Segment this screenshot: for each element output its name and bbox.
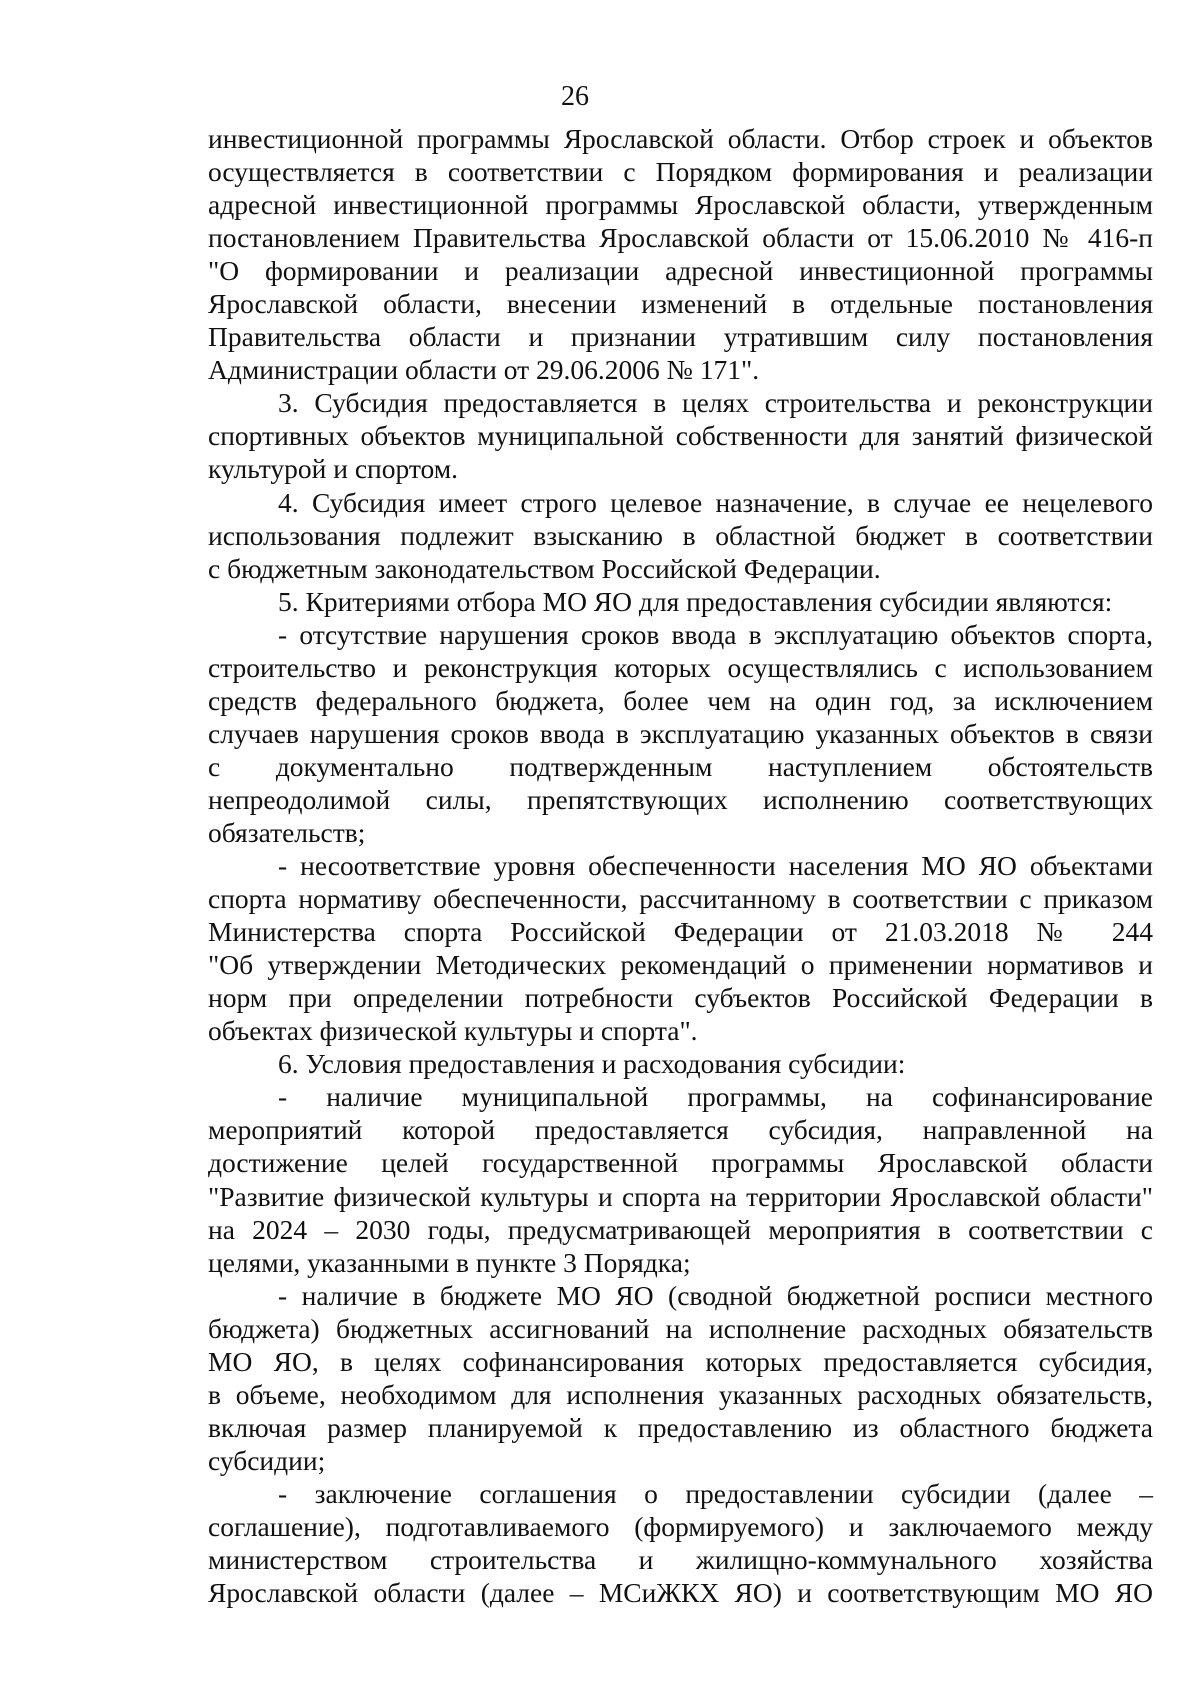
text-line: бюджета) бюджетных ассигнований на исполнение расходных обязательств bbox=[208, 1312, 1153, 1344]
text-line: 6. Условия предоставления и расходования субсидии: bbox=[278, 1048, 906, 1080]
text-line: средств федерального бюджета, более чем на один год, за исключением bbox=[208, 684, 1153, 716]
document-body bbox=[208, 122, 1153, 1609]
text-line: объектах физической культуры и спорта". bbox=[208, 1015, 698, 1047]
text-line: 5. Критериями отбора МО ЯО для предоставления субсидии являются: bbox=[278, 585, 1113, 617]
text-line: норм при определении потребности субъектов Российской Федерации в bbox=[208, 982, 1153, 1014]
text-line: постановлением Правительства Ярославской области от 15.06.2010 № 416-п bbox=[208, 222, 1153, 254]
text-line: использования подлежит взысканию в областной бюджет в соответствии bbox=[208, 519, 1153, 551]
text-line: Ярославской области (далее – МСиЖКХ ЯО) и соответствующим МО ЯО bbox=[208, 1577, 1153, 1609]
text-line: Администрации области от 29.06.2006 № 171". bbox=[208, 354, 760, 386]
text-line: строительство и реконструкция которых осуществлялись с использованием bbox=[208, 651, 1153, 683]
text-line: - несоответствие уровня обеспеченности населения МО ЯО объектами bbox=[278, 850, 1153, 882]
text-line: министерством строительства и жилищно-коммунального хозяйства bbox=[208, 1544, 1153, 1576]
text-line: с документально подтвержденным наступлением обстоятельств bbox=[208, 750, 1153, 782]
page-number: 26 bbox=[561, 81, 589, 112]
text-line: 3. Субсидия предоставляется в целях строительства и реконструкции bbox=[278, 387, 1153, 419]
text-line: в объеме, необходимом для исполнения указанных расходных обязательств, bbox=[208, 1378, 1153, 1410]
text-line: МО ЯО, в целях софинансирования которых предоставляется субсидия, bbox=[208, 1345, 1153, 1377]
text-line: целями, указанными в пункте 3 Порядка; bbox=[208, 1246, 691, 1278]
text-line: - отсутствие нарушения сроков ввода в эксплуатацию объектов спорта, bbox=[278, 618, 1153, 650]
text-line: Правительства области и признании утратившим силу постановления bbox=[208, 321, 1153, 353]
text-line: Ярославской области, внесении изменений в отдельные постановления bbox=[208, 288, 1153, 320]
text-line: непреодолимой силы, препятствующих исполнению соответствующих bbox=[208, 783, 1153, 815]
text-line: - заключение соглашения о предоставлении субсидии (далее – bbox=[278, 1477, 1153, 1509]
text-line: спорта нормативу обеспеченности, рассчитанному в соответствии с приказом bbox=[208, 883, 1153, 915]
text-line: случаев нарушения сроков ввода в эксплуатацию указанных объектов в связи bbox=[208, 717, 1153, 749]
text-line: спортивных объектов муниципальной собственности для занятий физической bbox=[208, 420, 1153, 452]
text-line: 4. Субсидия имеет строго целевое назначение, в случае ее нецелевого bbox=[278, 486, 1153, 518]
text-line: достижение целей государственной программы Ярославской области bbox=[208, 1147, 1153, 1179]
text-line: "Развитие физической культуры и спорта на территории Ярославской области" bbox=[208, 1180, 1153, 1212]
text-line: - наличие муниципальной программы, на софинансирование bbox=[278, 1081, 1153, 1113]
text-line: с бюджетным законодательством Российской Федерации. bbox=[208, 552, 881, 584]
text-line: инвестиционной программы Ярославской области. Отбор строек и объектов bbox=[208, 123, 1153, 154]
text-line: Министерства спорта Российской Федерации от 21.03.2018 № 244 bbox=[208, 916, 1153, 948]
text-line: включая размер планируемой к предоставлению из областного бюджета bbox=[208, 1411, 1153, 1443]
text-line: обязательств; bbox=[208, 816, 366, 848]
text-line: "О формировании и реализации адресной инвестиционной программы bbox=[208, 255, 1153, 287]
text-line: "Об утверждении Методических рекомендаций о применении нормативов и bbox=[208, 949, 1153, 981]
text-line: мероприятий которой предоставляется субсидия, направленной на bbox=[208, 1114, 1153, 1146]
text-line: соглашение), подготавливаемого (формируемого) и заключаемого между bbox=[208, 1510, 1153, 1542]
text-line: осуществляется в соответствии с Порядком формирования и реализации bbox=[208, 156, 1153, 188]
text-line: на 2024 – 2030 годы, предусматривающей мероприятия в соответствии с bbox=[208, 1213, 1153, 1245]
text-line: адресной инвестиционной программы Ярославской области, утвержденным bbox=[208, 189, 1153, 221]
text-line: - наличие в бюджете МО ЯО (сводной бюджетной росписи местного bbox=[278, 1279, 1153, 1311]
text-line: культурой и спортом. bbox=[208, 453, 459, 485]
text-line: субсидии; bbox=[208, 1444, 326, 1476]
